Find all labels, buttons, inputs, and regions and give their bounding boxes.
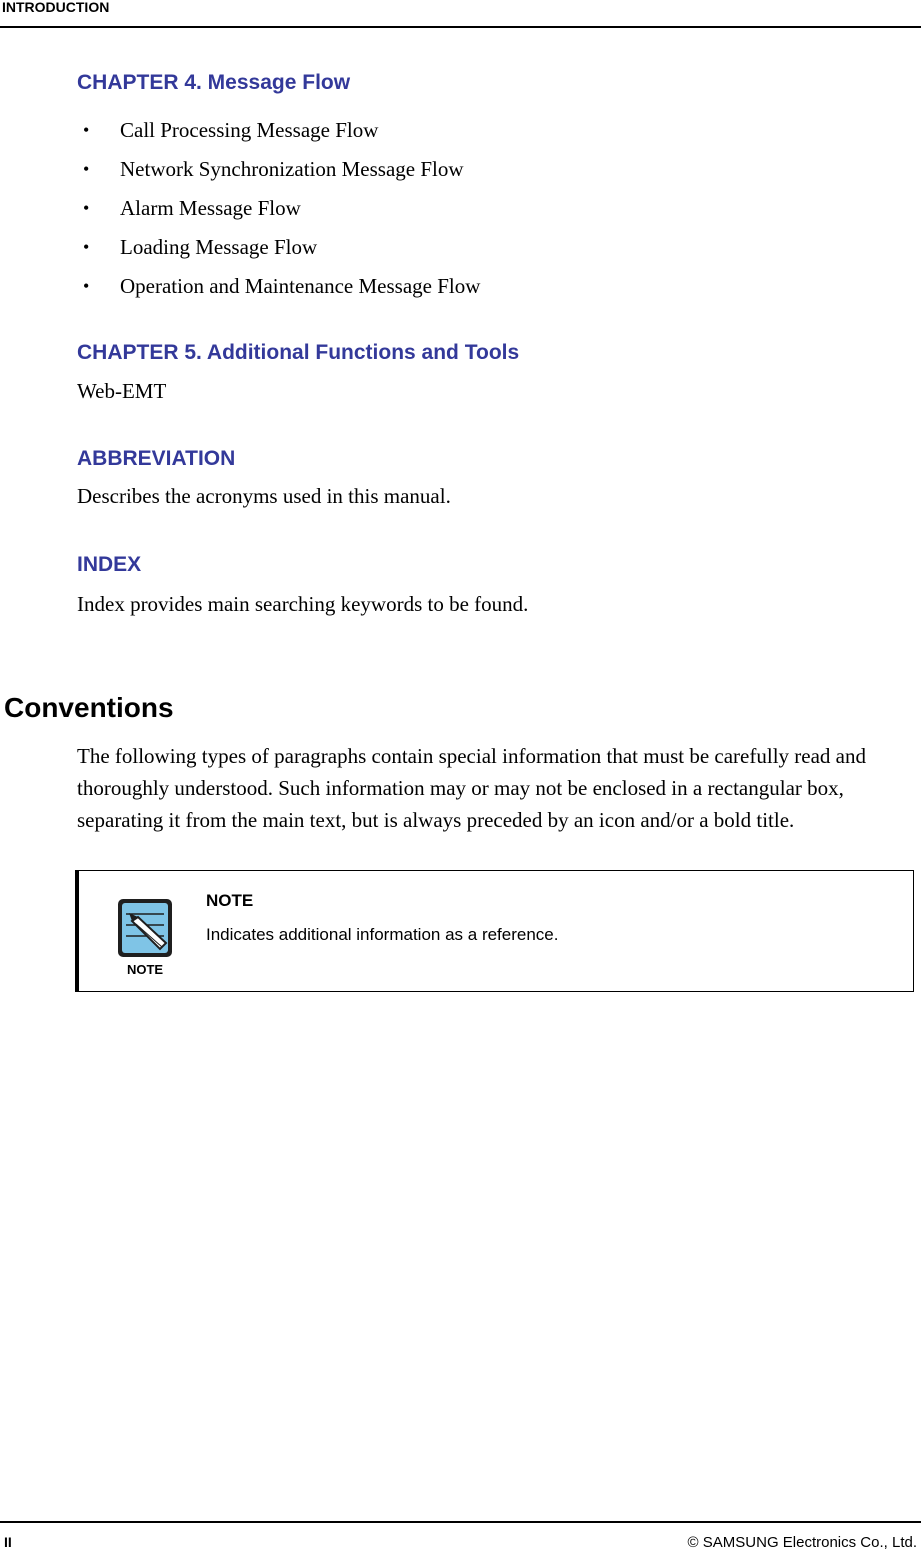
abbreviation-heading: ABBREVIATION — [77, 447, 236, 470]
chapter5-description: Web-EMT — [77, 379, 167, 403]
note-icon-label: NOTE — [126, 962, 164, 977]
conventions-paragraph: The following types of paragraphs contain special information that must be carefully read and thoroughly understood. Such information may or may not be enclosed in a rectangular box, separating it from the main text, but is always preceded by an icon and/or a bold title. — [77, 744, 866, 832]
bullet-icon: • — [83, 159, 90, 179]
chapter4-heading: CHAPTER 4. Message Flow — [77, 71, 351, 94]
copyright-notice: © SAMSUNG Electronics Co., Ltd. — [687, 1534, 917, 1551]
abbreviation-description: Describes the acronyms used in this manual. — [77, 484, 451, 508]
bullet-icon: • — [83, 120, 90, 140]
index-heading: INDEX — [77, 553, 142, 576]
list-item-text: Network Synchronization Message Flow — [120, 157, 464, 181]
bullet-icon: • — [83, 198, 90, 218]
list-item-text: Operation and Maintenance Message Flow — [120, 274, 481, 298]
list-item-text: Loading Message Flow — [120, 235, 318, 259]
page-number: II — [4, 1534, 12, 1550]
list-item-text: Alarm Message Flow — [120, 196, 301, 220]
bullet-icon: • — [83, 276, 90, 296]
header-divider — [0, 26, 921, 28]
chapter5-heading: CHAPTER 5. Additional Functions and Tools — [77, 341, 520, 364]
bullet-icon: • — [83, 237, 90, 257]
note-pencil-icon — [115, 897, 175, 979]
conventions-title: Conventions — [4, 692, 174, 723]
footer-divider — [0, 1521, 921, 1523]
running-header: INTRODUCTION — [2, 0, 110, 15]
list-item-text: Call Processing Message Flow — [120, 118, 379, 142]
index-description: Index provides main searching keywords to be found. — [77, 592, 529, 616]
note-box — [75, 870, 914, 992]
note-text: Indicates additional information as a reference. — [206, 925, 559, 944]
note-title: NOTE — [206, 891, 254, 910]
